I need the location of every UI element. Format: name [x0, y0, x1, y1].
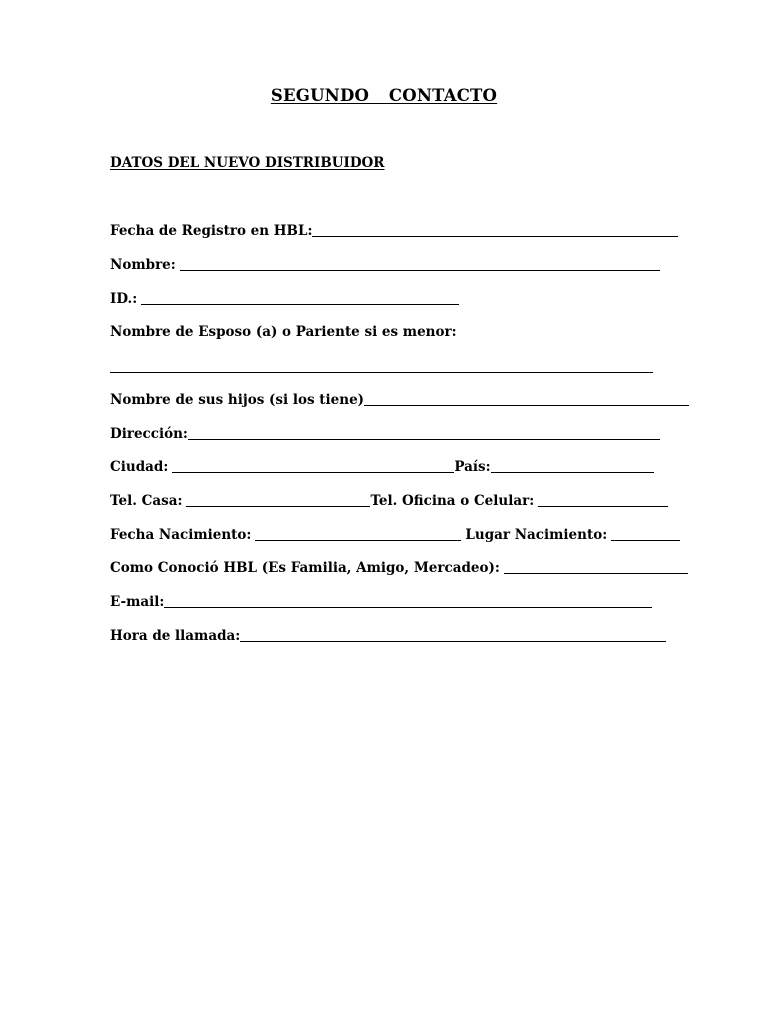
id-label: ID.:: [110, 291, 138, 307]
field-row-email: [110, 591, 652, 611]
field-row-como-conocio: [110, 557, 688, 577]
esposo-blank[interactable]: [110, 372, 653, 373]
tel-oficina-blank[interactable]: [538, 506, 668, 507]
direccion-blank[interactable]: [188, 439, 660, 440]
field-row-hijos: [110, 389, 689, 409]
ciudad-blank[interactable]: [172, 472, 454, 473]
section-heading: DATOS DEL NUEVO DISTRIBUIDOR: [110, 155, 385, 171]
page-title: SEGUNDO CONTACTO: [270, 86, 498, 105]
nombre-label: Nombre:: [110, 257, 176, 273]
hora-llamada-label: Hora de llamada:: [110, 628, 241, 644]
fecha-nacimiento-blank[interactable]: [255, 540, 461, 541]
pais-blank[interactable]: [491, 472, 654, 473]
tel-casa-blank[interactable]: [186, 506, 370, 507]
lugar-nacimiento-label: Lugar Nacimiento:: [465, 527, 608, 543]
tel-casa-label: Tel. Casa:: [110, 493, 183, 509]
esposo-label: Nombre de Esposo (a) o Pariente si es menor:: [110, 324, 457, 340]
field-row-nombre: [110, 254, 660, 274]
lugar-nacimiento-blank[interactable]: [611, 540, 680, 541]
email-blank[interactable]: [164, 607, 652, 608]
field-row-id: [110, 288, 459, 308]
field-row-telefonos: [110, 490, 668, 510]
nombre-blank[interactable]: [180, 270, 660, 271]
field-row-nacimiento: [110, 524, 680, 544]
hijos-blank[interactable]: [364, 405, 689, 406]
field-row-hora-llamada: [110, 625, 666, 645]
fecha-registro-blank[interactable]: [312, 236, 678, 237]
como-conocio-label: Como Conoció HBL (Es Familia, Amigo, Mercadeo):: [110, 560, 500, 576]
como-conocio-blank[interactable]: [504, 573, 688, 574]
fecha-registro-label: Fecha de Registro en HBL:: [110, 223, 313, 239]
hijos-label: Nombre de sus hijos (si los tiene): [110, 392, 365, 408]
field-row-esposo: [110, 321, 457, 341]
tel-oficina-label: Tel. Oficina o Celular:: [370, 493, 535, 509]
hora-llamada-blank[interactable]: [240, 641, 666, 642]
fecha-nacimiento-label: Fecha Nacimiento:: [110, 527, 252, 543]
field-row-fecha-registro: [110, 220, 678, 240]
pais-label: País:: [454, 459, 491, 475]
ciudad-label: Ciudad:: [110, 459, 169, 475]
field-row-direccion: [110, 423, 660, 443]
direccion-label: Dirección:: [110, 426, 188, 442]
id-blank[interactable]: [141, 304, 459, 305]
field-row-ciudad-pais: [110, 456, 654, 476]
email-label: E-mail:: [110, 594, 165, 610]
